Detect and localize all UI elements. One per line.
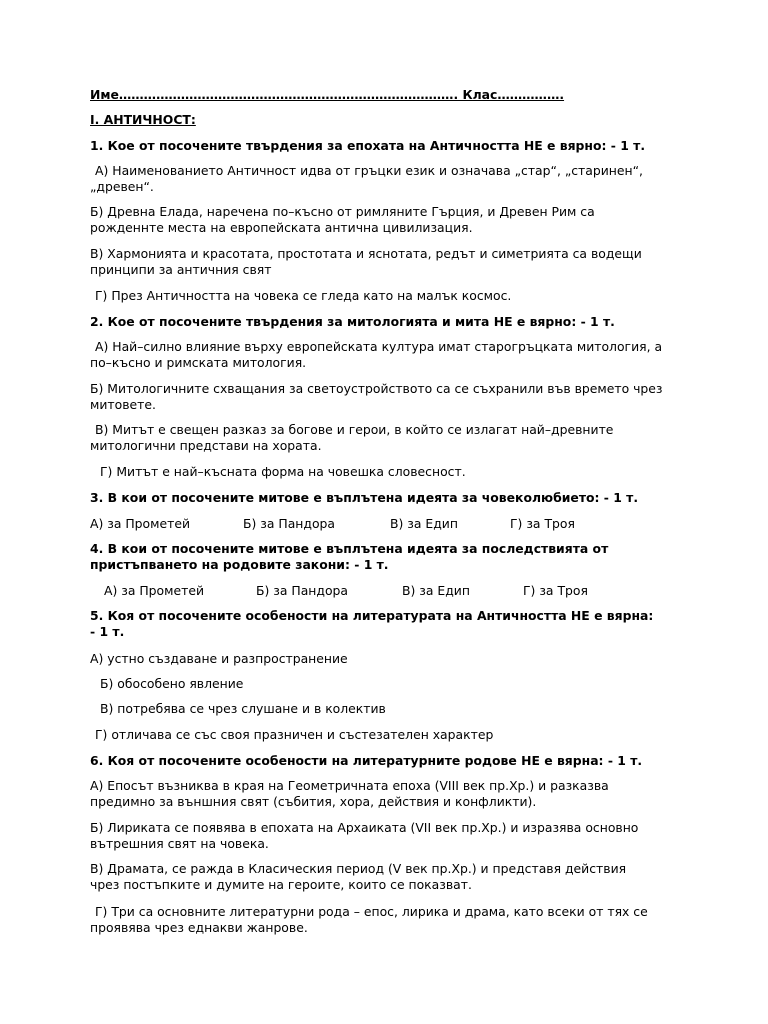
section-title: I. АНТИЧНОСТ: [90, 112, 196, 127]
question-1-option-d: Г) През Античността на човека се гледа като на малък космос. [95, 288, 512, 303]
question-6-option-c-line-1: В) Драмата, се ражда в Класическия период (V век пр.Хр.) и представя действия [90, 861, 627, 876]
question-4-option-c: В) за Едип [402, 583, 470, 598]
question-3-option-c: В) за Едип [390, 516, 458, 531]
question-4-option-d: Г) за Троя [523, 583, 588, 598]
question-2-option-c-line-2: митологични представи на хората. [90, 438, 322, 453]
question-6-option-b-line-2: вътрешния свят на човека. [90, 836, 269, 851]
question-1-option-a-line-2: „древен“. [90, 179, 154, 194]
question-2-option-d: Г) Митът е най–късната форма на човешка словесност. [100, 464, 466, 479]
question-3-option-a: А) за Прометей [90, 516, 190, 531]
question-1-option-b-line-2: рожденнте места на европейската антична цивилизация. [90, 220, 473, 235]
question-5-title-line-2: - 1 т. [90, 624, 125, 639]
question-6-option-a-line-2: предимно за външния свят (събития, хора, действия и конфликти). [90, 794, 537, 809]
question-2-option-b-line-1: Б) Митологичните схващания за светоустройството са се съхранили във времето чрез [90, 381, 663, 396]
question-1-option-a-line-1: А) Наименованието Античност идва от гръцки език и означава „стар“, „старинен“, [95, 163, 643, 178]
question-2-option-a-line-2: по–късно и римската митология. [90, 355, 307, 370]
question-1-option-b-line-1: Б) Древна Елада, наречена по–късно от римляните Гърция, и Древен Рим са [90, 204, 595, 219]
question-2-option-b-line-2: митовете. [90, 397, 156, 412]
question-1-title: 1. Кое от посочените твърдения за епохата на Античността НЕ е вярно: - 1 т. [90, 138, 646, 153]
question-6-option-d-line-1: Г) Три са основните литературни рода – епос, лирика и драма, като всеки от тях се [95, 904, 648, 919]
question-6-option-a-line-1: А) Епосът възниква в края на Геометричната епоха (VIII век пр.Хр.) и разказва [90, 778, 609, 793]
question-5-option-a: А) устно създаване и разпространение [90, 651, 348, 666]
question-6-option-b-line-1: Б) Лириката се появява в епохата на Архаиката (VII век пр.Хр.) и изразява основно [90, 820, 639, 835]
question-3-option-b: Б) за Пандора [243, 516, 336, 531]
question-1-option-c-line-1: В) Хармонията и красотата, простотата и яснотата, редът и симетрията са водещи [90, 246, 642, 261]
question-6-title: 6. Коя от посочените особености на литературните родове НЕ е вярна: - 1 т. [90, 753, 643, 768]
question-6-option-c-line-2: чрез постъпките и думите на героите, които се показват. [90, 877, 472, 892]
question-5-option-d: Г) отличава се със своя празничен и състезателен характер [95, 727, 494, 742]
question-4-option-b: Б) за Пандора [256, 583, 349, 598]
question-6-option-d-line-2: проявява чрез еднакви жанрове. [90, 920, 308, 935]
question-1-option-c-line-2: принципи за античния свят [90, 262, 272, 277]
question-5-option-c: В) потребява се чрез слушане и в колектив [100, 701, 386, 716]
name-class-line: Име………………………………………………………………………. Клас……………. [90, 87, 565, 102]
question-3-option-d: Г) за Троя [510, 516, 575, 531]
question-4-option-a: А) за Прометей [104, 583, 204, 598]
question-2-title: 2. Кое от посочените твърдения за митологията и мита НЕ е вярно: - 1 т. [90, 314, 615, 329]
question-5-title-line-1: 5. Коя от посочените особености на литературата на Античността НЕ е вярна: [90, 608, 654, 623]
question-4-title-line-1: 4. В кои от посочените митове е въплътена идеята за последствията от [90, 541, 609, 556]
question-5-option-b: Б) обособено явление [100, 676, 244, 691]
question-2-option-c-line-1: В) Митът е свещен разказ за богове и герои, в който се излагат най–древните [95, 422, 614, 437]
question-4-title-line-2: пристъпването на родовите закони: - 1 т. [90, 557, 389, 572]
question-3-title: 3. В кои от посочените митове е въплътена идеята за човеколюбието: - 1 т. [90, 490, 639, 505]
question-2-option-a-line-1: А) Най–силно влияние върху европейската култура имат старогръцката митология, а [95, 339, 663, 354]
